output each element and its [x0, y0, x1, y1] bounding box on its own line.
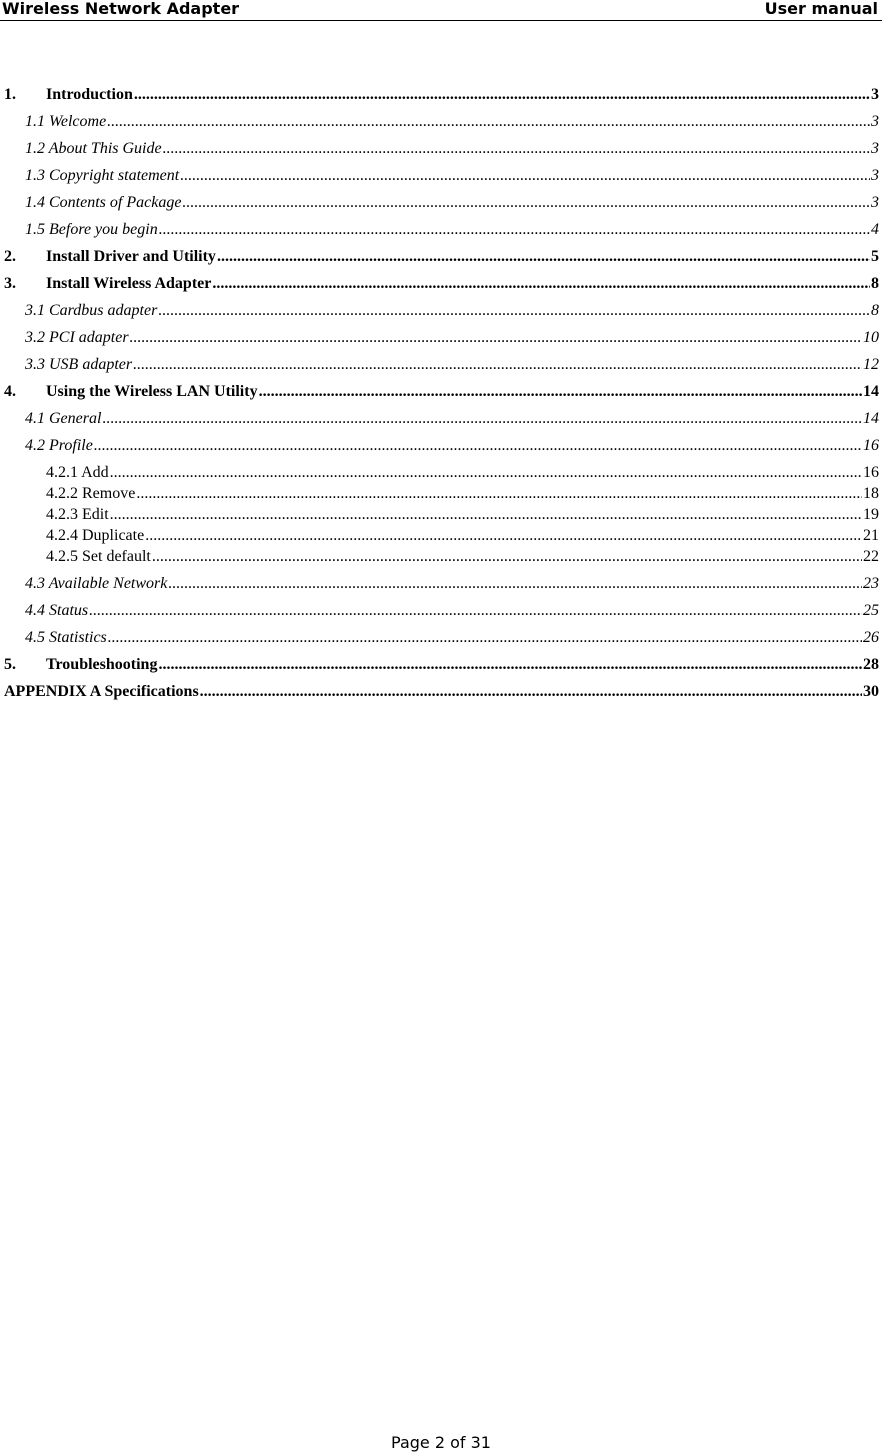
toc-entry-title: 3.3 USB adapter [25, 356, 133, 373]
toc-entry-number: 4. [4, 383, 16, 400]
toc-entry-page: 26 [863, 629, 879, 646]
toc-entry-page: 25 [863, 602, 879, 619]
toc-entry-page: 18 [863, 485, 879, 502]
toc-entry-number: 1. [4, 86, 16, 103]
toc-entry-title: 4.2.3 Edit [46, 506, 109, 523]
toc-dot-leader [212, 273, 870, 294]
toc-entry-page: 30 [863, 683, 879, 700]
toc-entry[interactable] [4, 327, 879, 348]
toc-entry-page: 3 [871, 113, 879, 130]
toc-entry-title: Install Driver and Utility [46, 248, 216, 265]
toc-entry[interactable] [4, 246, 879, 267]
toc-entry-title: 4.3 Available Network [25, 575, 168, 592]
toc-entry-page: 8 [871, 275, 879, 292]
toc-entry-page: 5 [871, 248, 879, 265]
toc-dot-leader [110, 504, 862, 525]
toc-dot-leader [259, 381, 862, 402]
toc-entry[interactable] [4, 627, 879, 648]
toc-dot-leader [163, 138, 870, 159]
toc-entry[interactable] [4, 525, 879, 546]
toc-entry-title: 4.2.4 Duplicate [46, 527, 145, 544]
toc-dot-leader [110, 462, 862, 483]
table-of-contents [4, 84, 879, 708]
toc-dot-leader [158, 654, 862, 675]
toc-entry-page: 3 [871, 86, 879, 103]
toc-entry[interactable] [4, 654, 879, 675]
toc-entry-title: 3.2 PCI adapter [25, 329, 129, 346]
toc-entry-title: APPENDIX A Specifications [4, 683, 199, 700]
toc-entry-number: 2. [4, 248, 16, 265]
toc-entry-page: 21 [863, 527, 879, 544]
toc-entry-page: 16 [863, 437, 879, 454]
header-doc-type: User manual [764, 0, 878, 18]
toc-entry-title: 4.2 Profile [25, 437, 93, 454]
toc-dot-leader [130, 327, 862, 348]
toc-entry-page: 3 [871, 194, 879, 211]
toc-dot-leader [200, 681, 862, 702]
toc-dot-leader [168, 573, 862, 594]
toc-entry[interactable] [4, 111, 879, 132]
toc-entry[interactable] [4, 192, 879, 213]
toc-entry[interactable] [4, 381, 879, 402]
toc-entry[interactable] [4, 681, 879, 702]
toc-entry-title: 1.5 Before you begin [25, 221, 158, 238]
toc-entry-page: 28 [863, 656, 879, 673]
toc-entry[interactable] [4, 504, 879, 525]
toc-entry[interactable] [4, 483, 879, 504]
toc-entry-title: Install Wireless Adapter [46, 275, 212, 292]
toc-entry-page: 16 [863, 464, 879, 481]
toc-entry-page: 4 [871, 221, 879, 238]
toc-entry-title: 3.1 Cardbus adapter [25, 302, 158, 319]
toc-dot-leader [217, 246, 870, 267]
toc-entry-title: 4.4 Status [25, 602, 89, 619]
toc-dot-leader [134, 84, 870, 105]
page-header [0, 0, 882, 21]
toc-dot-leader [94, 435, 862, 456]
toc-entry-title: 1.4 Contents of Package [25, 194, 182, 211]
toc-entry[interactable] [4, 300, 879, 321]
toc-dot-leader [182, 192, 870, 213]
toc-entry-page: 19 [863, 506, 879, 523]
toc-entry[interactable] [4, 408, 879, 429]
toc-entry-title: 4.2.1 Add [46, 464, 109, 481]
toc-entry-page: 10 [863, 329, 879, 346]
toc-dot-leader [107, 111, 870, 132]
toc-entry[interactable] [4, 165, 879, 186]
toc-entry[interactable] [4, 219, 879, 240]
toc-entry-title: Troubleshooting [46, 656, 158, 673]
page-number: Page 2 of 31 [391, 1433, 491, 1452]
toc-entry-number: 5. [4, 656, 16, 673]
toc-entry[interactable] [4, 84, 879, 105]
toc-entry-page: 8 [871, 302, 879, 319]
toc-entry[interactable] [4, 273, 879, 294]
toc-entry-page: 22 [863, 548, 879, 565]
toc-entry-title: 1.3 Copyright statement [25, 167, 180, 184]
toc-entry[interactable] [4, 600, 879, 621]
toc-dot-leader [159, 219, 870, 240]
toc-entry[interactable] [4, 138, 879, 159]
toc-entry-page: 14 [863, 410, 879, 427]
toc-dot-leader [136, 483, 862, 504]
toc-entry-title: 4.1 General [25, 410, 102, 427]
toc-dot-leader [158, 300, 870, 321]
toc-entry-page: 3 [871, 167, 879, 184]
toc-entry-page: 12 [863, 356, 879, 373]
page-footer [0, 1433, 882, 1453]
toc-entry[interactable] [4, 435, 879, 456]
toc-entry-title: Introduction [46, 86, 133, 103]
toc-entry-title: 1.2 About This Guide [25, 140, 162, 157]
toc-entry[interactable] [4, 462, 879, 483]
toc-entry-page: 3 [871, 140, 879, 157]
toc-entry-title: Using the Wireless LAN Utility [46, 383, 258, 400]
toc-entry-title: 1.1 Welcome [25, 113, 107, 130]
toc-entry-number: 3. [4, 275, 16, 292]
toc-entry[interactable] [4, 546, 879, 567]
toc-dot-leader [102, 408, 862, 429]
toc-entry[interactable] [4, 573, 879, 594]
toc-dot-leader [108, 627, 862, 648]
toc-dot-leader [133, 354, 862, 375]
toc-dot-leader [89, 600, 862, 621]
toc-dot-leader [180, 165, 870, 186]
toc-dot-leader [152, 546, 862, 567]
toc-entry-title: 4.5 Statistics [25, 629, 107, 646]
toc-entry[interactable] [4, 354, 879, 375]
toc-dot-leader [145, 525, 862, 546]
toc-entry-title: 4.2.5 Set default [46, 548, 151, 565]
toc-entry-page: 23 [863, 575, 879, 592]
toc-entry-page: 14 [863, 383, 879, 400]
toc-entry-title: 4.2.2 Remove [46, 485, 136, 502]
header-title: Wireless Network Adapter [2, 0, 240, 18]
